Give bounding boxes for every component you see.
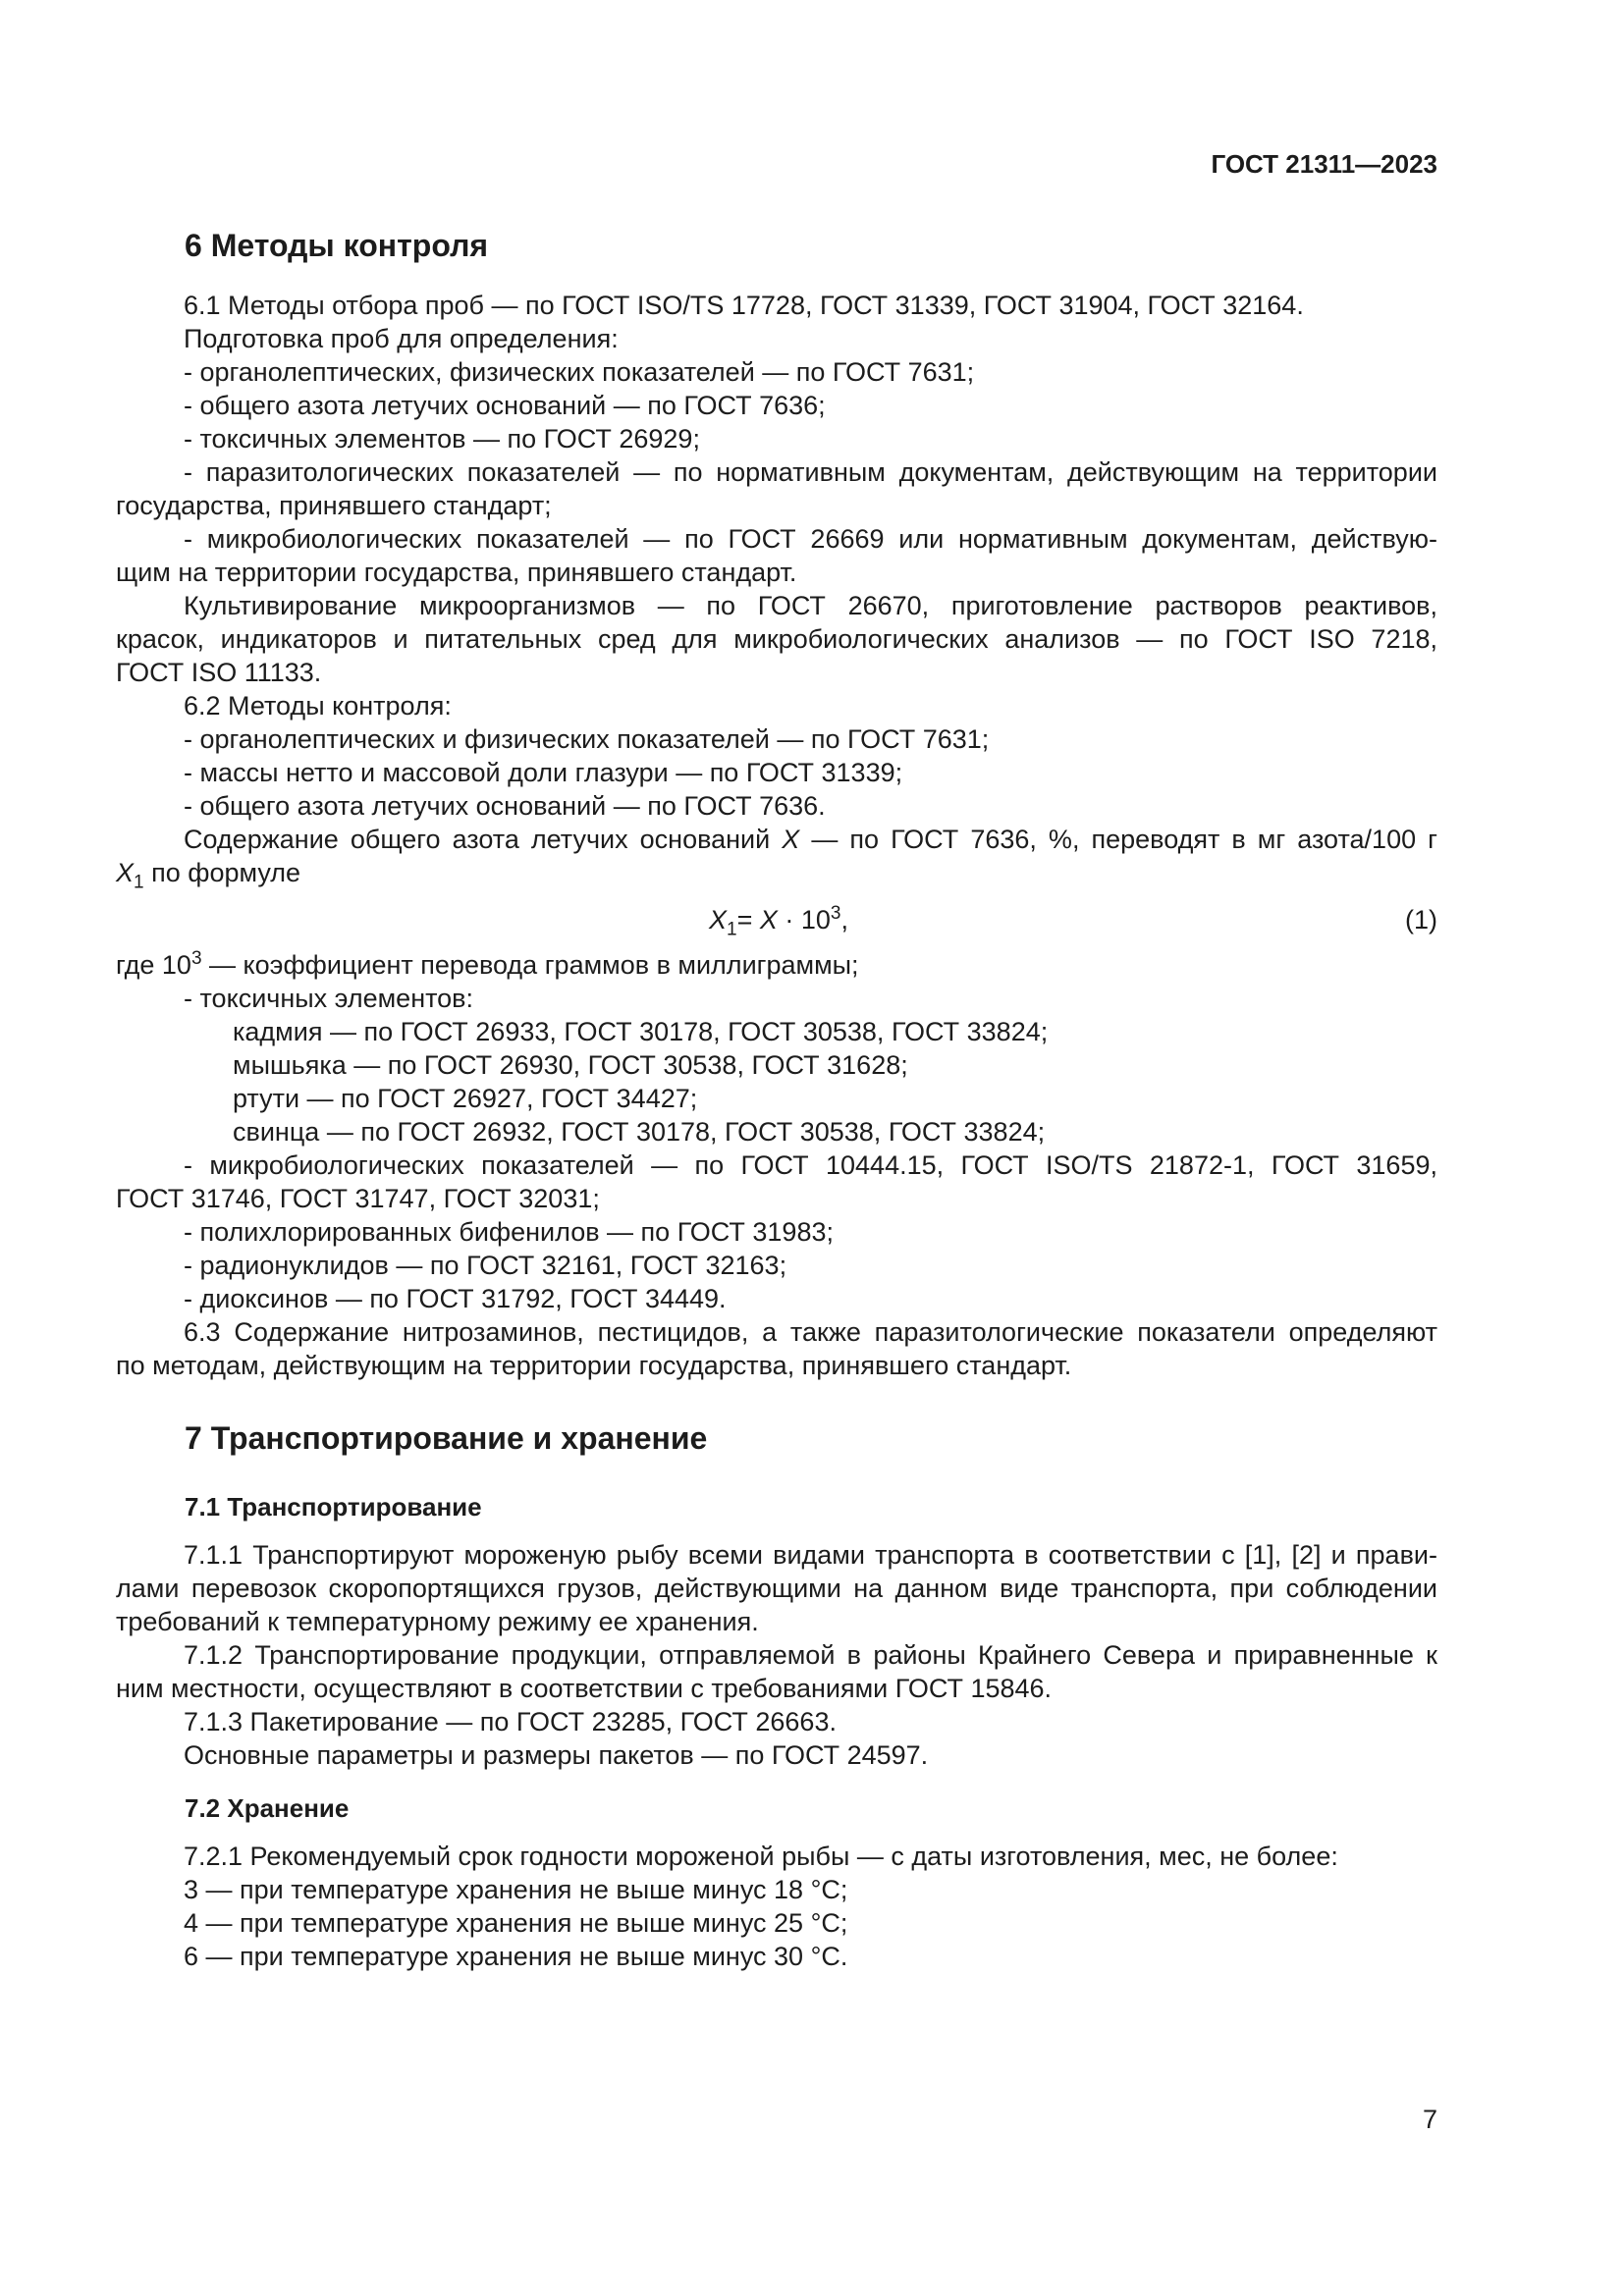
section-6-title: 6 Методы контроля xyxy=(185,228,489,263)
list-item: - общего азота летучих оснований — по ГОСТ 7636; xyxy=(184,391,826,420)
list-item: - паразитологических показателей — по нормативным документам, действующим на территории xyxy=(184,457,1437,487)
formula-1: $X_1= X \cdot 10^3$, xyxy=(709,903,849,940)
paragraph-6-3-continuation: по методам, действующим на территории государства, принявшего стандарт. xyxy=(116,1351,1072,1380)
sub-list-item: свинца — по ГОСТ 26932, ГОСТ 30178, ГОСТ 30538, ГОСТ 33824; xyxy=(233,1117,1046,1147)
page-number: 7 xyxy=(1422,2105,1437,2134)
list-item: - микробиологических показателей — по ГОСТ 10444.15, ГОСТ ISO/TS 21872-1, ГОСТ 31659, xyxy=(184,1150,1437,1180)
storage-item: 6 — при температуре хранения не выше минус 30 °С. xyxy=(184,1942,848,1971)
section-7-title: 7 Транспортирование и хранение xyxy=(185,1420,708,1456)
list-item-continuation: государства, принявшего стандарт; xyxy=(116,491,552,520)
storage-item: 3 — при температуре хранения не выше минус 18 °С; xyxy=(184,1875,848,1904)
list-item: - органолептических, физических показателей — по ГОСТ 7631; xyxy=(184,357,975,387)
list-item: - массы нетто и массовой доли глазури — по ГОСТ 31339; xyxy=(184,758,903,787)
list-item: - диоксинов — по ГОСТ 31792, ГОСТ 34449. xyxy=(184,1284,727,1313)
cultivation-paragraph: Культивирование микроорганизмов — по ГОСТ 26670, приготовление растворов реактивов, xyxy=(184,591,1437,620)
cultivation-paragraph: красок, индикаторов и питательных сред для микробиологических анализов — по ГОСТ ISO 7218, xyxy=(116,624,1437,654)
list-item: - органолептических и физических показателей — по ГОСТ 7631; xyxy=(184,724,990,754)
paragraph-6-3: 6.3 Содержание нитрозаминов, пестицидов, а также паразитологические показатели определяют xyxy=(184,1317,1437,1347)
sub-list-item: кадмия — по ГОСТ 26933, ГОСТ 30178, ГОСТ 30538, ГОСТ 33824; xyxy=(233,1017,1049,1046)
content-paragraph: Содержание общего азота летучих оснований X — по ГОСТ 7636, %, переводят в мг азота/100 г xyxy=(184,825,1437,854)
list-item: - радионуклидов — по ГОСТ 32161, ГОСТ 32163; xyxy=(184,1251,787,1280)
list-item: - токсичных элементов: xyxy=(184,984,474,1013)
content-paragraph-continuation: $X_1$ по формуле xyxy=(116,858,301,893)
list-item-continuation: щим на территории государства, принявшего стандарт. xyxy=(116,558,797,587)
list-item: - общего азота летучих оснований — по ГОСТ 7636. xyxy=(184,791,826,821)
paragraph-7-1-2: ним местности, осуществляют в соответствии с требованиями ГОСТ 15846. xyxy=(116,1674,1053,1703)
paragraph-7-1-1: требований к температурному режиму ее хранения. xyxy=(116,1607,759,1636)
paragraph-7-1-2: 7.1.2 Транспортирование продукции, отправляемой в районы Крайнего Севера и приравненные к xyxy=(184,1640,1437,1670)
formula-explanation: где $10^3$ — коэффициент перевода граммов в миллиграммы; xyxy=(116,948,859,980)
list-item-continuation: ГОСТ 31746, ГОСТ 31747, ГОСТ 32031; xyxy=(116,1184,600,1213)
storage-item: 4 — при температуре хранения не выше минус 25 °С; xyxy=(184,1908,848,1938)
sub-list-item: ртути — по ГОСТ 26927, ГОСТ 34427; xyxy=(233,1084,698,1113)
subsection-7-1-title: 7.1 Транспортирование xyxy=(185,1492,482,1522)
paragraph-7-1-3: Основные параметры и размеры пакетов — по ГОСТ 24597. xyxy=(184,1740,929,1770)
prep-intro: Подготовка проб для определения: xyxy=(184,324,619,353)
list-item: - токсичных элементов — по ГОСТ 26929; xyxy=(184,424,700,454)
paragraph-7-1-3: 7.1.3 Пакетирование — по ГОСТ 23285, ГОСТ 26663. xyxy=(184,1707,837,1736)
cultivation-paragraph: ГОСТ ISO 11133. xyxy=(116,658,322,687)
paragraph-6-2: 6.2 Методы контроля: xyxy=(184,691,452,721)
formula-number: (1) xyxy=(1405,905,1437,934)
subsection-7-2-title: 7.2 Хранение xyxy=(185,1793,350,1823)
paragraph-7-2-1: 7.2.1 Рекомендуемый срок годности мороженой рыбы — с даты изготовления, мес, не более: xyxy=(184,1842,1338,1871)
paragraph-7-1-1: лами перевозок скоропортящихся грузов, действующими на данном виде транспорта, при соблюдении xyxy=(116,1574,1437,1603)
sub-list-item: мышьяка — по ГОСТ 26930, ГОСТ 30538, ГОСТ 31628; xyxy=(233,1050,908,1080)
paragraph-7-1-1: 7.1.1 Транспортируют мороженую рыбу всеми видами транспорта в соответствии с [1], [2] и прави- xyxy=(184,1540,1437,1570)
paragraph-6-1: 6.1 Методы отбора проб — по ГОСТ ISO/TS 17728, ГОСТ 31339, ГОСТ 31904, ГОСТ 32164. xyxy=(184,291,1304,320)
document-id: ГОСТ 21311—2023 xyxy=(1211,149,1437,179)
list-item: - полихлорированных бифенилов — по ГОСТ 31983; xyxy=(184,1217,834,1247)
list-item: - микробиологических показателей — по ГОСТ 26669 или нормативным документам, действую- xyxy=(184,524,1437,554)
